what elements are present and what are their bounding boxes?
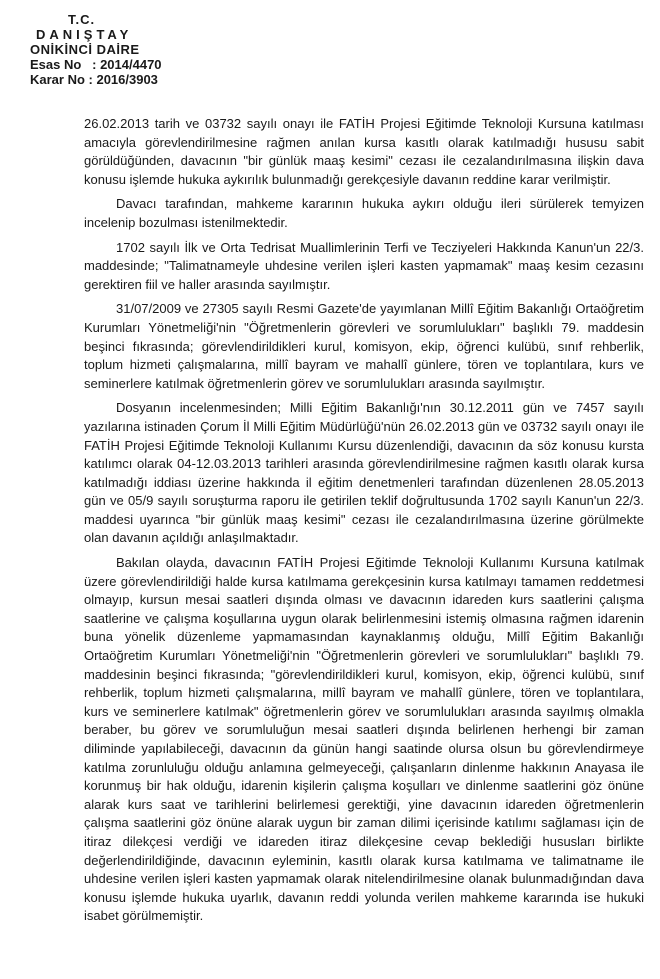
header-court-name: DANIŞTAY (36, 27, 133, 42)
header-decision-number: Karar No : 2016/3903 (30, 72, 158, 87)
paragraph-3: 1702 sayılı İlk ve Orta Tedrisat Muallimlerinin Terfi ve Tecziyeleri Hakkında Kanun'un 22/3. maddesinde; "Talimatnameyle uhdesine verilen işleri kasten yapmamak" maaş kesim cezasını gerektiren fiil ve haller arasında sayılmıştır. (84, 239, 644, 292)
paragraph-1: 26.02.2013 tarih ve 03732 sayılı onayı ile FATİH Projesi Eğitimde Teknoloji Kursuna katılması amacıyla görevlendirilmesine rağmen anılan kursa kasıtlı olarak katılmadığı hususu sabit görüldüğünden, davacının "bir günlük maaş kesimi" cezası ile cezalandırılmasına ilişkin dava konusu işlemde hukuka aykırılık bulunmadığı gerekçesiyle davanın reddine karar verilmiştir. (84, 116, 644, 187)
header-chamber: ONİKİNCİ DAİRE (30, 42, 140, 57)
paragraph-4: 31/07/2009 ve 27305 sayılı Resmi Gazete'de yayımlanan Millî Eğitim Bakanlığı Ortaöğretim Kurumları Yönetmeliği'nin "Öğretmenlerin görevleri ve sorumlulukları" başlıklı 79. maddesin beşinci fıkrasında; görevlendirildikleri kurul, komisyon, ekip, öğrenci kulübü, sınıf rehberlik, toplum hizmeti çalışmalarına, millî bayram ve mahallî günlere, tören ve toplantılara, kurs ve seminerlere katılmak öğretmenlerin görev ve sorumlulukları arasında sayılmıştır. (84, 301, 644, 391)
paragraph-6: Bakılan olayda, davacının FATİH Projesi Eğitimde Teknoloji Kullanımı Kursuna katılmak üzere görevlendirildiği halde kursa katılmama gerekçesinin kursa katılmayı tamamen reddetmesi olmayıp, kursun mesai saatleri dışında olması ve davacının idareden kurs saatlerini çalışma saatlerine ve çalışma koşullarına uygun olarak belirlenmesini istemiş olmasına rağmen idarenin buna yönelik düzenleme yapmamasından kaynaklanmış olduğu, Millî Eğitim Bakanlığı Ortaöğretim Kurumları Yönetmeliği'nin "Öğretmenlerin görevleri ve sorumlulukları" başlıklı 79. maddesinin beşinci fıkrasında; "görevlendirildikleri kurul, komisyon, ekip, öğrenci kulübü, sınıf rehberlik, toplum hizmeti çalışmalarına, millî bayram ve mahallî günlere, tören ve toplantılara, kurs ve seminerlere katılmak" öğretmenlerin görev ve sorumlulukları arasında sayılmış olmakla beraber, bu görev ve sorumluluğun mesai saatleri dışında belirlenen herhengi bir zaman diliminde yapılabileceği, davacının da günün hangi saatinde olursa olsun bu görevlendirmeye katılma zorunluluğu olduğu anlamına gelmeyeceği, çalışanların dinlenme hakkının Anayasa ile korunmuş bir hak olduğu, idarenin kişilerin çalışma koşulları ve dinlenme saatlerini göz önüne alarak kurs saat ve tarihlerini belirlemesi gerektiği, yine davacının idareden öğretmenlerin çalışma saatlerini göz önüne alarak uygun bir zaman dilimi içerisinde katılımı sağlaması için de itiraz dilekçesi verdiği ve idareden itiraz dilekçesine cevap beklediği hususları birlikte değerlendirildiğinde, davacının eyleminin, kasıtlı olarak kursa katılmama ve talimatname ile uhdesine verilen işleri kasten yapmamak olarak nitelendirilmesine olanak bulunmadığından dava konusu işlemde hukuka uyarlık, davanın reddi yolunda verilen mahkeme kararında ise hukuki isabet görülmemiştir. (84, 555, 644, 924)
court-header (30, 12, 230, 87)
paragraph-5: Dosyanın incelenmesinden; Milli Eğitim Bakanlığı'nın 30.12.2011 gün ve 7457 sayılı yazılarına istinaden Çorum İl Milli Eğitim Müdürlüğü'nün 26.02.2013 gün ve 03732 sayılı onayı ile FATİH Projesi Eğitimde Teknoloji Kullanımı Kursu düzenlendiği, davacının da söz konusu kursta katılımcı olarak 04-12.03.2013 tarihleri arasında görevlendirilmesine rağmen kasıtlı olarak kursa katılmadığı iddiası üzerine hakkında il eğitim denetmenleri tarafından düzenlenen 28.05.2013 gün ve 05/9 sayılı soruşturma raporu ile getirilen teklif doğrultusunda 1702 sayılı Kanun'un 22/3. maddesi uyarınca "bir günlük maaş kesimi" cezası ile cezalandırılmasına üzerine görülmekte olan davanın açıldığı anlaşılmaktadır. (84, 400, 644, 546)
header-tc: T.C. (68, 12, 96, 27)
document-body (84, 115, 644, 932)
header-case-number: Esas No : 2014/4470 (30, 57, 162, 72)
paragraph-2: Davacı tarafından, mahkeme kararının hukuka aykırı olduğu ileri sürülerek temyizen incelenip bozulması istenilmektedir. (84, 196, 644, 230)
